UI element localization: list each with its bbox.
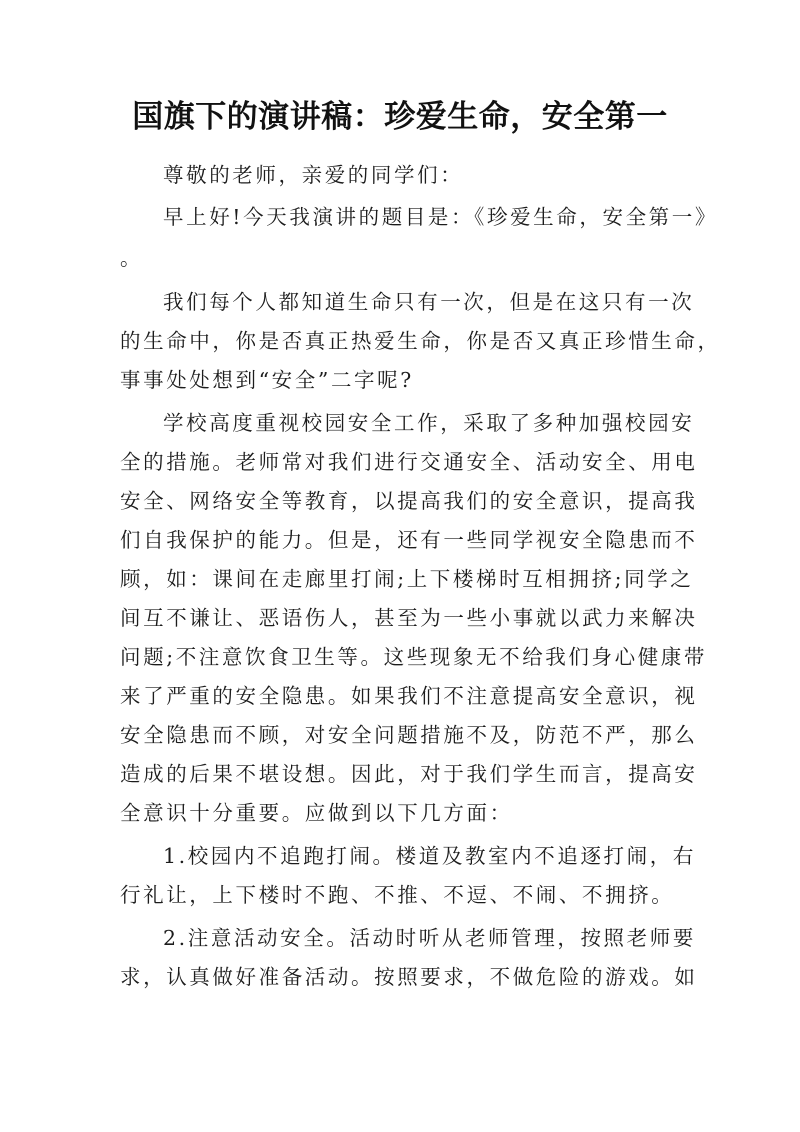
paragraph-school-line: 造成的后果不堪设想。因此，对于我们学生而言，提高安 (120, 762, 698, 786)
paragraph-school-line: 来了严重的安全隐患。如果我们不注意提高安全意识，视 (120, 684, 698, 708)
paragraph-school-line: 们自我保护的能力。但是，还有一些同学视安全隐患而不 (120, 528, 698, 552)
list-item-1-line: 1.校园内不追跑打闹。楼道及教室内不追逐打闹，右 (163, 844, 696, 868)
paragraph-school-line: 问题;不注意饮食卫生等。这些现象无不给我们身心健康带 (120, 645, 708, 669)
list-item-2-line: 求，认真做好准备活动。按照要求，不做危险的游戏。如 (120, 965, 698, 989)
paragraph-life-line: 的生命中，你是否真正热爱生命，你是否又真正珍惜生命， (120, 329, 721, 353)
paragraph-school-line: 顾，如：课间在走廊里打闹;上下楼梯时互相拥挤;同学之 (120, 567, 694, 591)
paragraph-school-line: 间互不谦让、恶语伤人，甚至为一些小事就以武力来解决 (120, 606, 698, 630)
paragraph-school-line: 全的措施。老师常对我们进行交通安全、活动安全、用电 (120, 450, 698, 474)
paragraph-life-line: 事事处处想到“安全”二字呢? (120, 368, 414, 392)
paragraph-intro-line: 。 (120, 246, 144, 270)
list-item-2-line: 2.注意活动安全。活动时听从老师管理，按照老师要 (163, 926, 696, 950)
paragraph-greeting-line: 尊敬的老师，亲爱的同学们： (163, 163, 464, 187)
paragraph-school-line: 安全隐患而不顾，对安全问题措施不及，防范不严，那么 (120, 723, 698, 747)
paragraph-school-line: 安全、网络安全等教育，以提高我们的安全意识，提高我 (120, 489, 698, 513)
document-title: 国旗下的演讲稿：珍爱生命，安全第一 (132, 99, 668, 135)
paragraph-school-line: 全意识十分重要。应做到以下几方面： (120, 801, 513, 825)
paragraph-intro-line: 早上好!今天我演讲的题目是：《珍爱生命，安全第一》 (163, 205, 718, 229)
list-item-1-line: 行礼让，上下楼时不跑、不推、不逗、不闹、不拥挤。 (120, 883, 675, 907)
paragraph-life-line: 我们每个人都知道生命只有一次，但是在这只有一次 (163, 290, 695, 314)
paragraph-school-line: 学校高度重视校园安全工作，采取了多种加强校园安 (163, 411, 695, 435)
